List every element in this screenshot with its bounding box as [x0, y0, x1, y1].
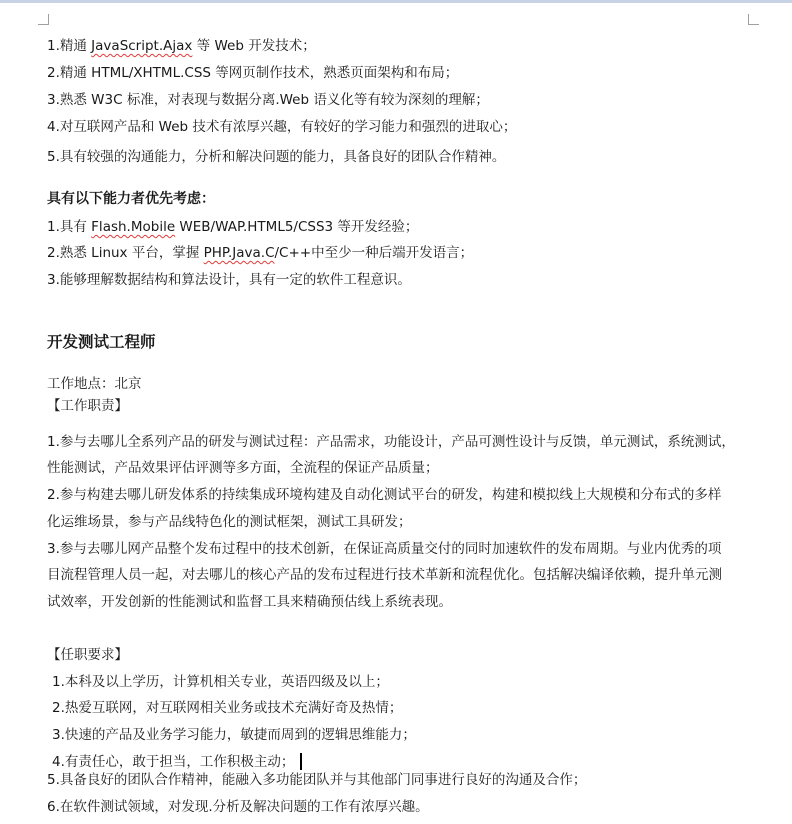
skill-item: 4.对互联网产品和 Web 技术有浓厚兴趣，有较好的学习能力和强烈的进取心；: [47, 119, 517, 135]
top-border: [0, 0, 792, 3]
job-location: 工作地点：北京: [47, 376, 142, 392]
requirement-item: 2.热爱互联网，对互联网相关业务或技术充满好奇及热情；: [52, 700, 403, 716]
requirement-item: 5.具备良好的团队合作精神，能融入多功能团队并与其他部门同事进行良好的沟通及合作；: [47, 772, 587, 788]
job-title: 开发测试工程师: [47, 333, 156, 351]
text-cursor: [300, 753, 302, 770]
preferred-item: 1.具有 Flash.Mobile WEB/WAP.HTML5/CSS3 等开发经验；: [47, 219, 419, 235]
requirement-item: 1.本科及以上学历，计算机相关专业，英语四级及以上；: [52, 674, 389, 690]
skill-item: 1.精通 JavaScript.Ajax 等 Web 开发技术；: [47, 38, 316, 54]
skill-item: 3.熟悉 W3C 标准，对表现与数据分离.Web 语义化等有较为深刻的理解；: [47, 92, 489, 108]
requirement-item: 4.有责任心，敢于担当，工作积极主动；: [52, 754, 295, 770]
preferred-item: 2.熟悉 Linux 平台，掌握 PHP.Java.C/C++中至少一种后端开发语言；: [47, 245, 474, 261]
requirement-item: 3.快速的产品及业务学习能力，敏捷而周到的逻辑思维能力；: [52, 727, 416, 743]
skill-item: 2.精通 HTML/XHTML.CSS 等网页制作技术，熟悉页面架构和布局；: [47, 65, 459, 81]
duty-line: 性能测试，产品效果评估评测等多方面，全流程的保证产品质量；: [47, 460, 439, 476]
margin-corner-mark-left: [38, 14, 49, 25]
preferred-item: 3.能够理解数据结构和算法设计，具有一定的软件工程意识。: [47, 272, 411, 288]
duty-line: 1.参与去哪儿全系列产品的研发与测试过程：产品需求，功能设计，产品可测性设计与反馈，单元测试，系统测试，: [47, 434, 735, 450]
duty-line: 目流程管理人员一起，对去哪儿的核心产品的发布过程进行技术革新和流程优化。包括解决编译依赖，提升单元测: [47, 567, 722, 583]
duty-line: 试效率，开发创新的性能测试和监督工具来精确预估线上系统表现。: [47, 594, 452, 610]
duty-line: 化运维场景，参与产品线特色化的测试框架，测试工具研发；: [47, 514, 412, 530]
duties-heading: 【工作职责】: [47, 398, 128, 414]
margin-corner-mark-right: [748, 14, 759, 25]
preferred-heading: 具有以下能力者优先考虑：: [47, 191, 215, 207]
requirement-item: 6.在软件测试领域，对发现.分析及解决问题的工作有浓厚兴趣。: [47, 799, 429, 815]
skill-item: 5.具有较强的沟通能力，分析和解决问题的能力，具备良好的团队合作精神。: [47, 149, 506, 165]
duty-line: 2.参与构建去哪儿研发体系的持续集成环境构建及自动化测试平台的研发，构建和模拟线上大规模和分布式的多样: [47, 487, 722, 503]
duty-line: 3.参与去哪儿网产品整个发布过程中的技术创新，在保证高质量交付的同时加速软件的发布周期。与业内优秀的项: [47, 541, 722, 557]
requirements-heading: 【任职要求】: [47, 647, 128, 663]
